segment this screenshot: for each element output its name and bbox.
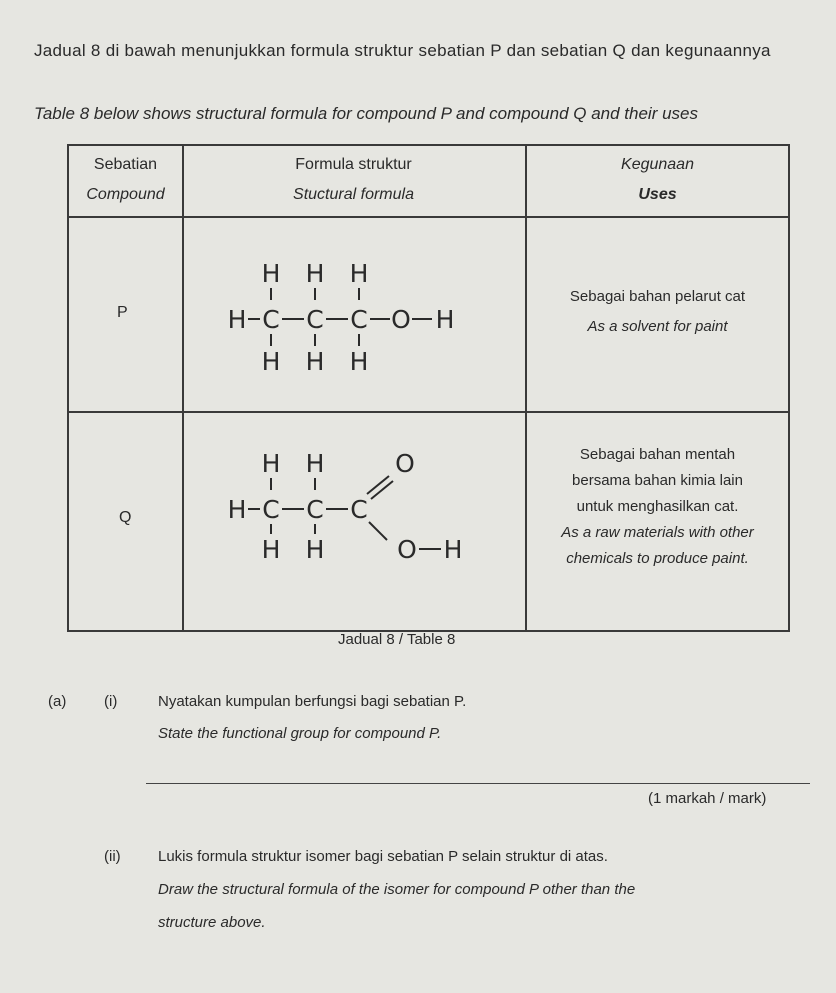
table-divider xyxy=(182,146,184,630)
header-uses-ms: Kegunaan xyxy=(621,156,694,173)
header-formula-en: Stuctural formula xyxy=(293,186,414,203)
q1-text-en xyxy=(158,725,441,742)
q2-text-en-2-span: structure above. xyxy=(158,914,266,931)
svg-text:C: C xyxy=(350,495,368,524)
table-divider xyxy=(69,216,788,218)
svg-text:C: C xyxy=(262,495,280,524)
part-a-label: (a) xyxy=(48,693,67,710)
q2-number: (ii) xyxy=(104,848,121,865)
row-label-q: Q xyxy=(119,509,132,526)
svg-text:H: H xyxy=(305,259,325,288)
q1-text-ms: Nyatakan kumpulan berfungsi bagi sebatian P. xyxy=(158,693,467,710)
q2-text-en-1 xyxy=(158,881,818,898)
use-q-ms-2: bersama bahan kimia lain xyxy=(572,472,743,489)
use-p-ms: Sebagai bahan pelarut cat xyxy=(569,288,746,305)
use-q-en-2: chemicals to produce paint. xyxy=(566,550,749,567)
intro-english: Table 8 below shows structural formula for compound P and compound Q and their uses xyxy=(34,104,698,123)
header-compound-ms: Sebatian xyxy=(93,156,158,173)
q1-marks: (1 markah / mark) xyxy=(648,790,767,807)
table-caption: Jadual 8 / Table 8 xyxy=(338,631,456,648)
q1-number: (i) xyxy=(104,693,118,710)
svg-text:H: H xyxy=(443,535,463,562)
answer-line[interactable] xyxy=(146,783,810,784)
q2-text-en-1-span: Draw the structural formula of the isomer for compound P other than the xyxy=(158,881,636,898)
q1-text-en-span: State the functional group for compound P. xyxy=(158,725,442,742)
svg-text:C: C xyxy=(350,305,368,334)
row-label-p: P xyxy=(117,304,128,321)
svg-text:H: H xyxy=(349,259,369,288)
use-p-en: As a solvent for paint xyxy=(587,318,728,335)
structure-q xyxy=(217,442,477,567)
svg-text:C: C xyxy=(306,305,324,334)
svg-text:O: O xyxy=(391,305,411,334)
table-divider xyxy=(69,411,788,413)
use-q-ms-1: Sebagai bahan mentah xyxy=(579,446,736,463)
svg-text:H: H xyxy=(261,259,281,288)
q2-text-ms: Lukis formula struktur isomer bagi sebatian P selain struktur di atas. xyxy=(158,848,608,865)
q2-text-en-2 xyxy=(158,914,266,931)
use-q xyxy=(525,442,790,572)
svg-text:O: O xyxy=(395,449,415,478)
use-q-ms-3: untuk menghasilkan cat. xyxy=(576,498,739,515)
svg-text:H: H xyxy=(261,347,281,372)
svg-text:H: H xyxy=(227,495,247,524)
svg-text:H: H xyxy=(261,535,281,562)
svg-text:C: C xyxy=(306,495,324,524)
svg-text:H: H xyxy=(305,347,325,372)
svg-text:H: H xyxy=(305,535,325,562)
header-compound xyxy=(69,156,182,204)
svg-text:C: C xyxy=(262,305,280,334)
header-formula xyxy=(182,156,525,204)
svg-text:O: O xyxy=(397,535,417,562)
header-uses xyxy=(525,156,790,204)
svg-text:H: H xyxy=(349,347,369,372)
use-p xyxy=(525,284,790,340)
header-compound-en: Compound xyxy=(86,186,165,203)
intro-malay: Jadual 8 di bawah menunjukkan formula struktur sebatian P dan sebatian Q dan kegunaannya xyxy=(34,41,771,60)
header-formula-ms: Formula struktur xyxy=(295,156,412,173)
structure-p xyxy=(217,252,477,377)
svg-text:H: H xyxy=(261,449,281,478)
use-q-en-1: As a raw materials with other xyxy=(561,524,754,541)
svg-text:H: H xyxy=(435,305,455,334)
svg-text:H: H xyxy=(305,449,325,478)
header-uses-en: Uses xyxy=(638,186,677,203)
compound-table xyxy=(67,144,790,632)
svg-text:H: H xyxy=(227,305,247,334)
